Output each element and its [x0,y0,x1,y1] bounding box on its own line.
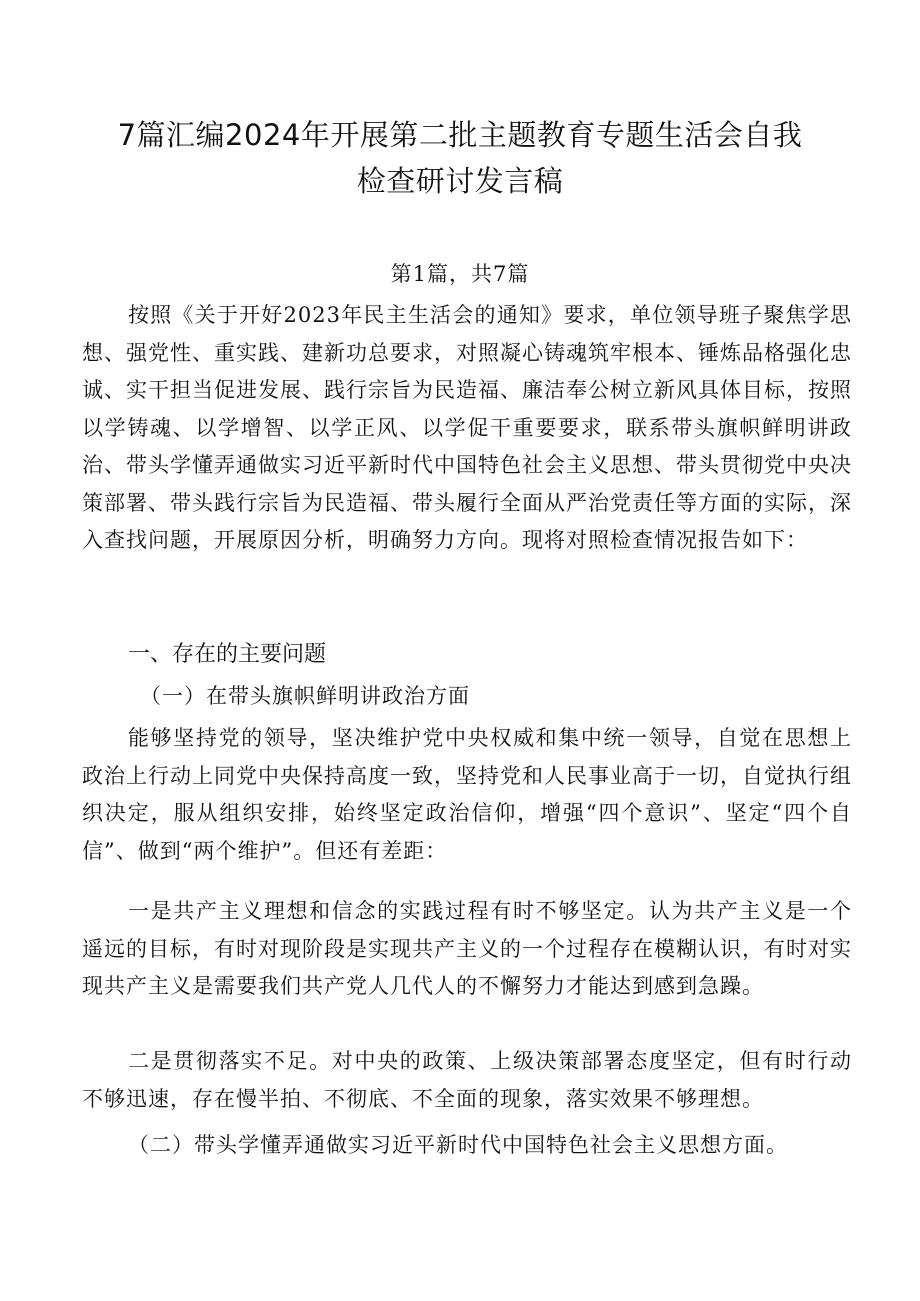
document-subtitle: 第1篇，共7篇 [390,262,530,286]
section-heading-problems: 一、存在的主要问题 [128,642,327,667]
subsection-heading-thought: （二）带头学懂弄通做实习近平新时代中国特色社会主义思想方面。 [128,1133,788,1157]
intro-paragraph: 按照《关于开好2023年民主生活会的通知》要求，单位领导班子聚焦学思想、强党性、重实践、建新功总要求，对照凝心铸魂筑牢根本、锤炼品格强化忠诚、实干担当促进发展、践行宗旨为民造福、廉洁奉公树立新风具体目标，按照以学铸魂、以学增智、以学正风、以学促干重要要求，联系带头旗帜鲜明讲政治、带头学懂弄通做实习近平新时代中国特色社会主义思想、带头贯彻党中央决策部署、带头践行宗旨为民造福、带头履行全面从严治党责任等方面的实际，深入查找问题，开展原因分析，明确努力方向。现将对照检查情况报告如下： [82,303,852,552]
title-line-2: 检查研讨发言稿 [356,164,564,198]
point-two-paragraph: 二是贯彻落实不足。对中央的政策、上级决策部署态度坚定，但有时行动不够迅速，存在慢半拍、不彻底、不全面的现象，落实效果不够理想。 [82,1049,852,1111]
politics-paragraph: 能够坚持党的领导，坚决维护党中央权威和集中统一领导，自觉在思想上政治上行动上同党中央保持高度一致，坚持党和人民事业高于一切，自觉执行组织决定，服从组织安排，始终坚定政治信仰，增强“四个意识”、坚定“四个自信”、做到“两个维护”。但还有差距： [82,726,852,863]
document-title [80,112,840,204]
subsection-heading-politics: （一）在带头旗帜鲜明讲政治方面 [140,684,470,708]
title-line-1: 7篇汇编2024年开展第二批主题教育专题生活会自我 [117,118,803,152]
point-one-paragraph: 一是共产主义理想和信念的实践过程有时不够坚定。认为共产主义是一个遥远的目标，有时对现阶段是实现共产主义的一个过程存在模糊认识，有时对实现共产主义是需要我们共产党人几代人的不懈努力才能达到感到急躁。 [82,899,852,998]
